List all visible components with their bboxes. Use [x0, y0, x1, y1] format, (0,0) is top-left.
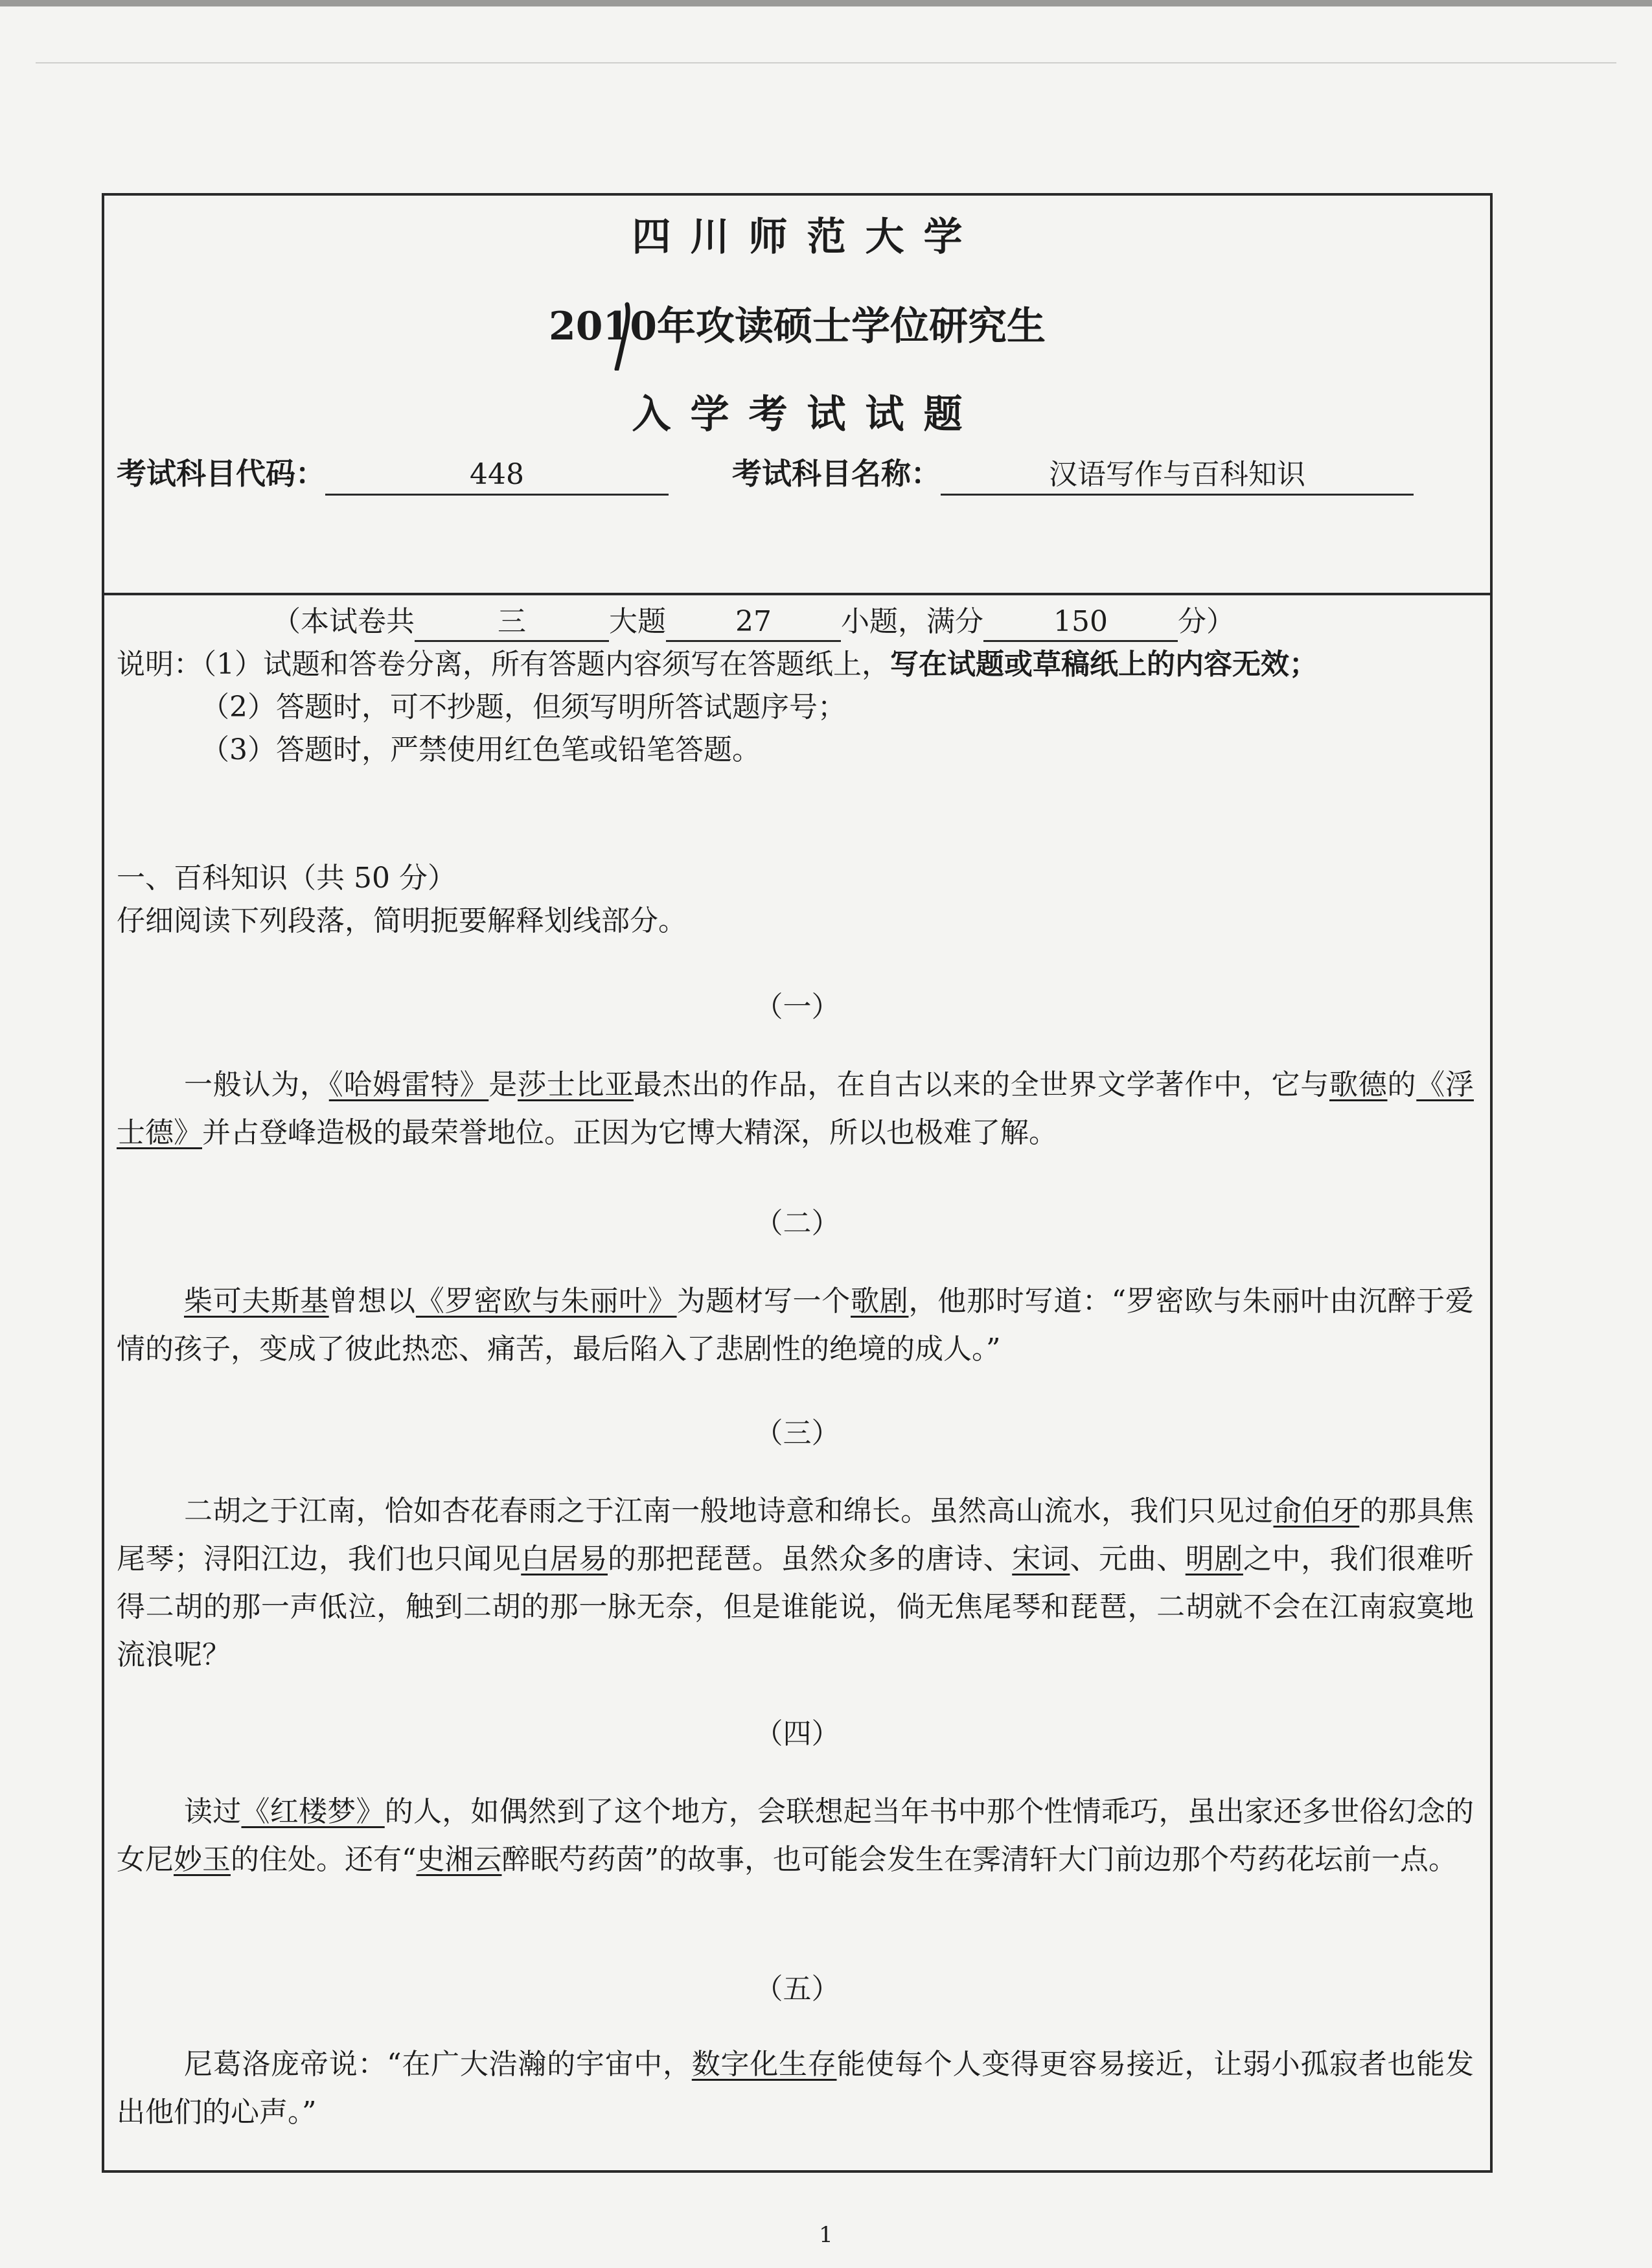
passage-4 [117, 1788, 1474, 1884]
underlined-term: 宋词 [1012, 1542, 1070, 1575]
passage-5-label: （五） [754, 1973, 840, 2006]
subject-name-row [732, 450, 1414, 496]
questions-count: 27 [666, 604, 841, 642]
sections-count: 三 [415, 604, 609, 642]
scan-artifact-line [36, 62, 1616, 63]
subject-name-label: 考试科目名称： [732, 456, 941, 491]
exam-year-title [102, 295, 1493, 351]
underlined-term: 《罗密欧与朱丽叶》 [415, 1285, 677, 1318]
instructions-label: 说明： [117, 648, 202, 681]
underlined-term: 俞伯牙 [1273, 1495, 1360, 1528]
passage-text: 最杰出的作品，在自古以来的全世界文学著作中，它与 [634, 1068, 1329, 1101]
underlined-term: 《红楼梦》 [241, 1795, 385, 1828]
underlined-term: 数字化生存 [691, 2048, 837, 2081]
underlined-term: 柴可夫斯基 [184, 1285, 329, 1318]
instruction-2: （2）答题时，可不抄题，但须写明所答试题序号； [201, 691, 846, 724]
underlined-term: 白居易 [521, 1542, 608, 1575]
passage-text: 是 [488, 1068, 518, 1101]
university-name: 四川师范大学 [632, 214, 982, 260]
subject-code-row [117, 450, 669, 496]
passage-text: 的人，如偶然到了这个地方，会联想起当年书中那个性情乖巧，虽出家还多世俗幻念的女尼 [117, 1795, 1474, 1876]
header-divider [102, 593, 1493, 595]
underlined-term: 歌德 [1329, 1068, 1388, 1101]
instruction-1-bold: 写在试题或草稿纸上的内容无效； [890, 648, 1318, 681]
underlined-term: 《浮士德》 [117, 1068, 1474, 1149]
passage-text: 读过 [184, 1795, 242, 1828]
passage-2-label: （二） [754, 1207, 840, 1240]
passage-text: 、元曲、 [1070, 1542, 1186, 1575]
paper-info [272, 604, 1235, 642]
underlined-term: 《哈姆雷特》 [328, 1068, 489, 1101]
section1-prompt: 仔细阅读下列段落，简明扼要解释划线部分。 [117, 904, 687, 937]
passage-text: 能使每个人变得更容易接近，让弱小孤寂者也能发出他们的心声。” [117, 2048, 1474, 2129]
passage-text: 一般认为， [184, 1068, 329, 1101]
underlined-term: 妙玉 [174, 1843, 231, 1876]
subject-name-value: 汉语写作与百科知识 [941, 456, 1414, 496]
underlined-term: 莎士比亚 [518, 1068, 634, 1101]
year-prefix: 201 [549, 304, 630, 349]
underlined-term: 明剧 [1185, 1542, 1243, 1575]
passage-text: 醉眠芍药茵”的故事，也可能会发生在霁清轩大门前边那个芍药花坛前一点。 [501, 1843, 1457, 1876]
passage-text: ，他那时写道：“罗密欧与朱丽叶由沉醉于爱情的孩子，变成了彼此热恋、痛苦，最后陷入了悲剧性的绝境的成人。” [117, 1285, 1474, 1366]
year-rest: 年攻读硕士学位研究生 [657, 304, 1046, 349]
passage-text: 的那把琵琶。虽然众多的唐诗、 [607, 1542, 1013, 1575]
passage-text: 并占登峰造极的最荣誉地位。正因为它博大精深，所以也极难了解。 [202, 1116, 1057, 1149]
passage-text: 为题材写一个 [676, 1285, 851, 1318]
section1-title: 一、百科知识（共 50 分） [117, 862, 456, 895]
score-unit: 分） [1178, 605, 1235, 638]
passage-text: 尼葛洛庞帝说：“在广大浩瀚的宇宙中， [184, 2048, 692, 2081]
instruction-1-text: （1）试题和答卷分离，所有答题内容须写在答题纸上， [202, 648, 890, 681]
passage-1-label: （一） [754, 991, 840, 1024]
passage-text: 的那具焦尾琴；浔阳江边，我们也只闻见 [117, 1495, 1474, 1575]
underlined-term: 歌剧 [851, 1285, 909, 1318]
questions-unit: 小题，满分 [841, 605, 983, 638]
instruction-1 [117, 647, 1318, 683]
exam-title: 入学考试试题 [632, 392, 982, 437]
passage-3-label: （三） [754, 1417, 840, 1450]
passage-text: 曾想以 [328, 1285, 416, 1318]
total-score: 150 [983, 604, 1178, 642]
passage-3 [117, 1487, 1474, 1679]
handwritten-pen-mark [613, 302, 632, 371]
page-number: 1 [819, 2222, 833, 2248]
passage-5 [117, 2041, 1474, 2136]
underlined-term: 史湘云 [416, 1843, 502, 1876]
scan-top-edge [0, 0, 1652, 6]
passage-text: 二胡之于江南，恰如杏花春雨之于江南一般地诗意和绵长。虽然高山流水，我们只见过 [184, 1495, 1274, 1528]
passage-text: 的 [1387, 1068, 1417, 1101]
subject-code-value: 448 [325, 456, 669, 496]
sections-unit: 大题 [609, 605, 666, 638]
subject-code-label: 考试科目代码： [117, 456, 325, 491]
passage-2 [117, 1277, 1474, 1373]
year-suffix: 0 [630, 304, 657, 349]
instruction-3: （3）答题时，严禁使用红色笔或铅笔答题。 [201, 733, 761, 766]
passage-text: 之中，我们很难听得二胡的那一声低泣，触到二胡的那一脉无奈，但是谁能说，倘无焦尾琴和琵琶，二胡就不会在江南寂寞地流浪呢？ [117, 1542, 1474, 1671]
paper-info-prefix: （本试卷共 [272, 605, 415, 638]
passage-4-label: （四） [754, 1717, 840, 1750]
passage-text: 的住处。还有“ [231, 1843, 417, 1876]
passage-1 [117, 1061, 1474, 1157]
